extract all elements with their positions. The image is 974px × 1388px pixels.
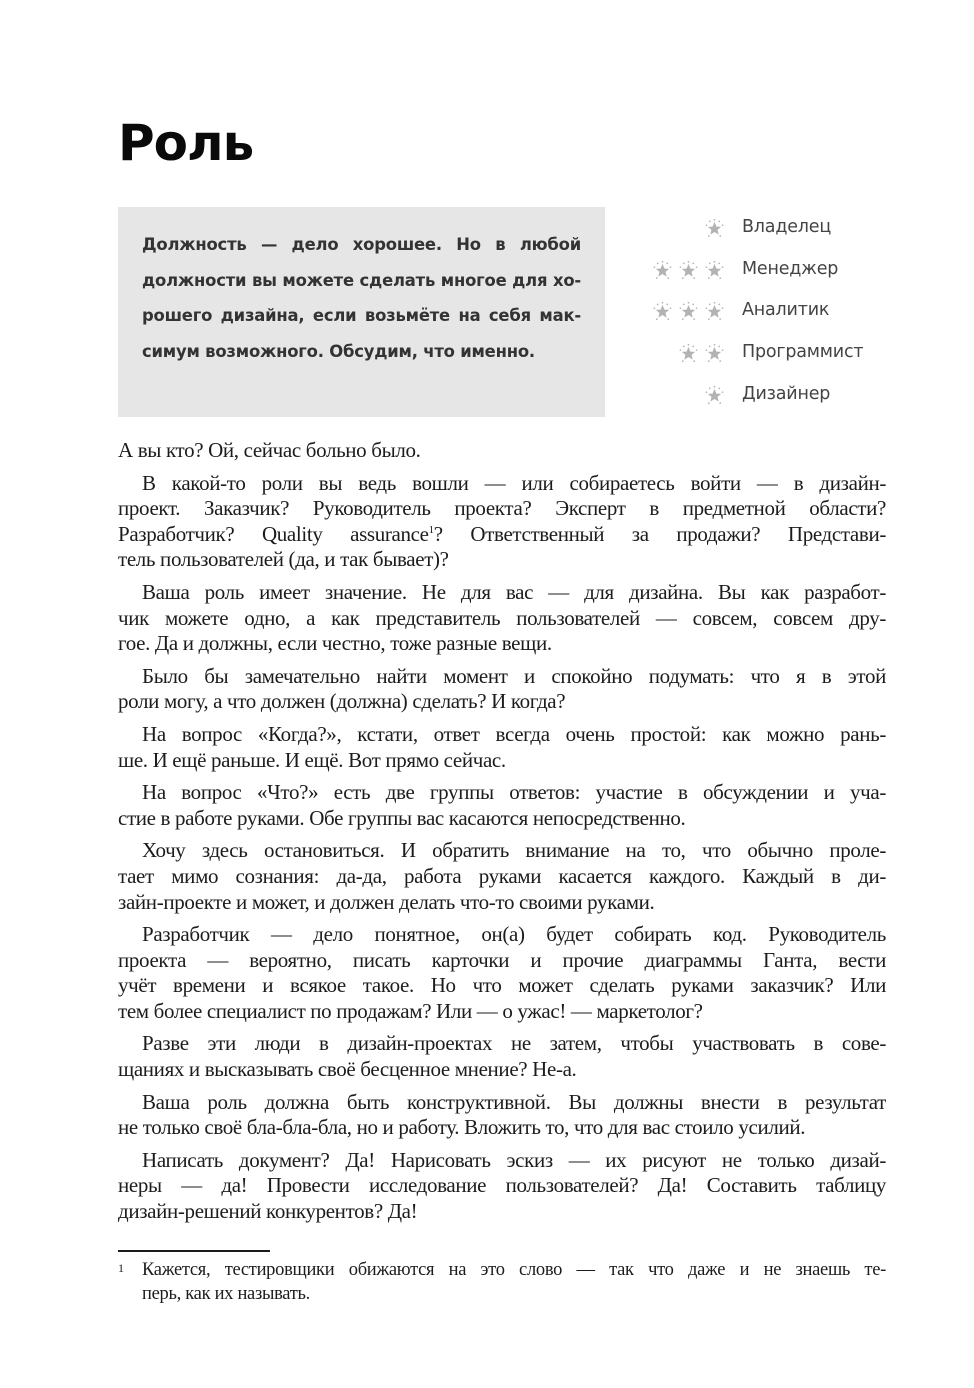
paragraph (118, 1148, 886, 1225)
chapter-title: Роль (118, 114, 254, 172)
text-line: Хочу здесь остановиться. И обратить внимание на то, что обычно проле- (142, 838, 886, 863)
role-row (636, 258, 896, 300)
role-label: Дизайнер (742, 383, 831, 404)
paragraph (118, 1090, 886, 1141)
star-icon (705, 261, 724, 280)
text-line: Разработчик? Quality assurance$^1$? Ответственный за продажи? Представи- (118, 521, 886, 546)
footnote-reference[interactable]: 1 (428, 523, 434, 536)
text-line: щаниях и высказывать своё бесценное мнение? Не-а. (118, 1057, 577, 1082)
text-line: На вопрос «Что?» есть две группы ответов: участие в обсуждении и уча- (142, 780, 886, 805)
footnote-text (142, 1258, 886, 1306)
paragraph (118, 922, 886, 1024)
text-line: ше. И ещё раньше. И ещё. Вот прямо сейчас. (118, 747, 506, 772)
text-line: тель пользователей (да, и так бывает)? (118, 547, 449, 572)
footnote-number: 1 (118, 1261, 124, 1275)
role-rating-list (636, 216, 896, 424)
text-line: чик можете одно, а как представитель пользователей — совсем, совсем дру- (118, 605, 886, 630)
text-line: учёт времени и всякое такое. Но что может сделать руками заказчик? Или (118, 973, 886, 998)
star-icon (679, 302, 698, 321)
star-icon (653, 302, 672, 321)
text-line: зайн-проекте и может, и должен делать что-то своими руками. (118, 889, 655, 914)
role-label: Аналитик (742, 300, 830, 321)
body-text (118, 438, 886, 1232)
text-line: А вы кто? Ой, сейчас больно было. (118, 438, 421, 462)
paragraph (118, 780, 886, 831)
star-icon (705, 344, 724, 363)
text-line: проекта — вероятно, писать карточки и прочие диаграммы Ганта, вести (118, 947, 886, 972)
lead-line: Должность — дело хорошее. Но в любой (142, 235, 581, 254)
text-line: Написать документ? Да! Нарисовать эскиз — их рисуют не только дизай- (142, 1147, 886, 1172)
star-icon (705, 302, 724, 321)
footnote-divider (118, 1250, 270, 1252)
text-line: Ваша роль должна быть конструктивной. Вы должны внести в результат (142, 1089, 886, 1114)
paragraph (118, 664, 886, 715)
role-row (636, 216, 896, 258)
role-star-rating (679, 344, 724, 363)
star-icon (705, 386, 724, 405)
footnote-line: Кажется, тестировщики обижаются на это слово — так что даже и не знаешь те- (142, 1260, 886, 1280)
star-icon (653, 261, 672, 280)
text-line: проект. Заказчик? Руководитель проекта? Эксперт в предметной области? (118, 496, 886, 521)
paragraph (118, 580, 886, 657)
role-star-rating (705, 219, 724, 238)
role-row (636, 383, 896, 425)
text-line: Было бы замечательно найти момент и спокойно подумать: что я в этой (142, 663, 886, 688)
text-line: неры — да! Провести исследование пользователей? Да! Составить таблицу (118, 1173, 886, 1198)
role-label: Менеджер (742, 258, 839, 279)
footnote (118, 1258, 886, 1306)
role-star-rating (653, 302, 724, 321)
lead-callout-box (118, 207, 605, 417)
text-line: Ваша роль имеет значение. Не для вас — для дизайна. Вы как разработ- (142, 579, 886, 604)
text-line: Разработчик — дело понятное, он(а) будет собирать код. Руководитель (142, 922, 886, 947)
text-line: не только своё бла-бла-бла, но и работу. Вложить то, что для вас стоило усилий. (118, 1115, 806, 1140)
text-line: Разве эти люди в дизайн-проектах не затем, чтобы участвовать в сове- (142, 1031, 886, 1056)
role-star-rating (705, 386, 724, 405)
star-icon (705, 219, 724, 238)
paragraph (118, 838, 886, 915)
role-label: Владелец (742, 217, 832, 237)
text-line: На вопрос «Когда?», кстати, ответ всегда очень простой: как можно рань- (142, 721, 886, 746)
text-line: дизайн-решений конкурентов? Да! (118, 1199, 418, 1224)
text-line: тает мимо сознания: да-да, работа руками касается каждого. Каждый в ди- (118, 863, 886, 888)
role-row (636, 299, 896, 341)
star-icon (679, 261, 698, 280)
lead-line: должности вы можете сделать многое для хо- (142, 270, 581, 290)
text-line: стие в работе руками. Обе группы вас касаются непосредственно. (118, 805, 686, 830)
lead-line: симум возможного. Обсудим, что именно. (142, 341, 535, 361)
paragraph (118, 471, 886, 573)
text-line: тем более специалист по продажам? Или — о ужас! — маркетолог? (118, 998, 703, 1023)
paragraph (118, 722, 886, 773)
role-star-rating (653, 261, 724, 280)
text-line: В какой-то роли вы ведь вошли — или собираетесь войти — в дизайн- (142, 470, 886, 495)
lead-text (142, 227, 581, 369)
text-line: роли могу, а что должен (должна) сделать? И когда? (118, 689, 566, 714)
paragraph (118, 1031, 886, 1082)
paragraph (118, 438, 886, 464)
star-icon (679, 344, 698, 363)
lead-line: рошего дизайна, если возьмёте на себя мак- (142, 306, 581, 325)
role-label: Программист (742, 342, 864, 363)
footnote-line: перь, как их называть. (142, 1284, 310, 1304)
role-row (636, 341, 896, 383)
text-line: гое. Да и должны, если честно, тоже разные вещи. (118, 631, 552, 656)
